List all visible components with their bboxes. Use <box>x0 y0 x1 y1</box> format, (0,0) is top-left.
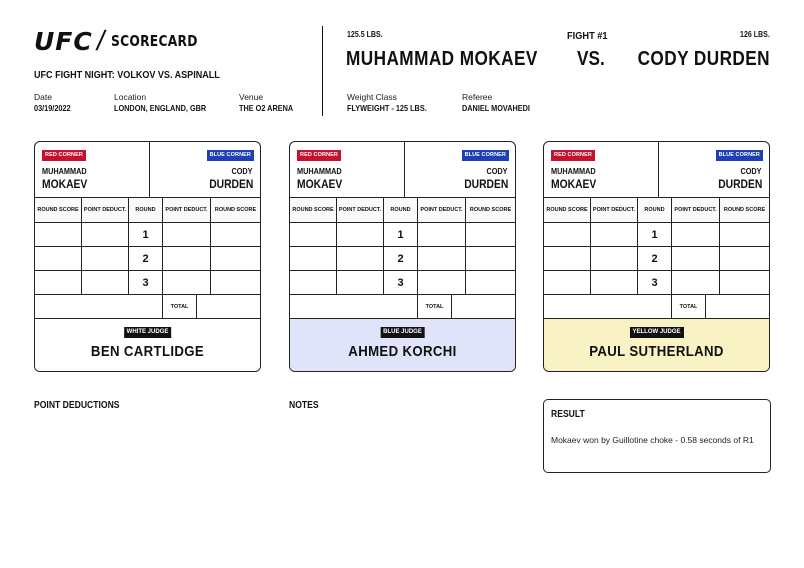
date-label: Date <box>34 92 52 102</box>
round-number: 1 <box>129 223 163 246</box>
blue-corner-first-name: CODY <box>740 166 762 176</box>
weight-class-label: Weight Class <box>347 92 397 102</box>
red-round-score-cell <box>290 271 337 294</box>
blue-point-deduct-cell <box>418 223 466 246</box>
round-number: 2 <box>638 247 672 270</box>
blue-point-deduct-cell <box>672 223 720 246</box>
weight-class-value: FLYWEIGHT - 125 LBS. <box>347 103 427 113</box>
scorecard-header <box>290 142 515 198</box>
red-total-cell <box>35 295 163 318</box>
total-label: TOTAL <box>163 295 197 318</box>
corner-divider <box>149 142 150 197</box>
red-point-deduct-header: POINT DEDUCT. <box>337 198 384 222</box>
logo-ufc-text: UFC <box>34 26 93 56</box>
round-row <box>290 247 515 271</box>
blue-point-deduct-header: POINT DEDUCT. <box>672 198 720 222</box>
blue-corner-first-name: CODY <box>486 166 508 176</box>
blue-point-deduct-header: POINT DEDUCT. <box>418 198 466 222</box>
result-heading: RESULT <box>551 409 585 420</box>
red-corner-last-name: MOKAEV <box>42 177 88 191</box>
red-corner-first-name: MUHAMMAD <box>42 166 87 176</box>
red-corner-last-name: MOKAEV <box>551 177 597 191</box>
round-row <box>544 223 769 247</box>
red-corner-tag: RED CORNER <box>297 150 341 161</box>
blue-round-score-cell <box>720 223 769 246</box>
red-point-deduct-cell <box>337 271 384 294</box>
blue-corner-tag: BLUE CORNER <box>207 150 254 161</box>
judge-area <box>544 319 769 371</box>
blue-round-score-cell <box>211 223 260 246</box>
round-row <box>544 271 769 295</box>
blue-corner-last-name: DURDEN <box>208 177 253 191</box>
blue-round-score-cell <box>211 271 260 294</box>
event-name: UFC FIGHT NIGHT: VOLKOV VS. ASPINALL <box>34 69 220 81</box>
scorecard-header <box>544 142 769 198</box>
logo-slash-divider: / <box>94 25 108 56</box>
red-point-deduct-header: POINT DEDUCT. <box>591 198 638 222</box>
round-number: 3 <box>638 271 672 294</box>
round-rows <box>35 223 260 295</box>
referee-value: DANIEL MOVAHEDI <box>462 103 530 113</box>
red-round-score-cell <box>544 247 591 270</box>
round-rows <box>290 223 515 295</box>
red-corner-last-name: MOKAEV <box>297 177 343 191</box>
red-point-deduct-cell <box>82 223 129 246</box>
red-point-deduct-cell <box>337 247 384 270</box>
round-rows <box>544 223 769 295</box>
notes-heading: NOTES <box>289 400 319 411</box>
red-round-score-cell <box>290 247 337 270</box>
red-corner-first-name: MUHAMMAD <box>551 166 596 176</box>
red-round-score-cell <box>544 223 591 246</box>
location-value: LONDON, ENGLAND, GBR <box>114 103 207 113</box>
blue-point-deduct-cell <box>672 271 720 294</box>
red-point-deduct-cell <box>82 271 129 294</box>
blue-corner-last-name: DURDEN <box>717 177 762 191</box>
corner-divider <box>404 142 405 197</box>
red-point-deduct-header: POINT DEDUCT. <box>82 198 129 222</box>
ufc-logo <box>34 26 216 56</box>
red-fighter-name: MUHAMMAD MOKAEV <box>346 48 538 70</box>
blue-round-score-cell <box>720 247 769 270</box>
judge-tag: WHITE JUDGE <box>124 327 172 338</box>
blue-round-score-cell <box>466 223 515 246</box>
red-round-score-cell <box>35 247 82 270</box>
red-point-deduct-cell <box>591 247 638 270</box>
result-text: Mokaev won by Guillotine choke - 0.58 seconds of R1 <box>551 435 754 445</box>
score-table-header <box>544 198 769 223</box>
red-point-deduct-cell <box>337 223 384 246</box>
red-round-score-cell <box>35 223 82 246</box>
header-divider <box>322 26 323 116</box>
red-total-cell <box>290 295 418 318</box>
blue-total-cell <box>197 295 260 318</box>
judge-tag: YELLOW JUDGE <box>629 327 683 338</box>
date-value: 03/19/2022 <box>34 103 71 113</box>
blue-round-score-header: ROUND SCORE <box>723 206 766 213</box>
blue-total-cell <box>452 295 515 318</box>
red-round-score-header: ROUND SCORE <box>544 198 591 222</box>
red-total-cell <box>544 295 672 318</box>
blue-fighter-name: CODY DURDEN <box>637 48 770 70</box>
total-label: TOTAL <box>672 295 706 318</box>
blue-round-score-cell <box>211 247 260 270</box>
blue-round-score-header: ROUND SCORE <box>214 206 257 213</box>
blue-point-deduct-cell <box>418 247 466 270</box>
judge-name: AHMED KORCHI <box>348 343 457 360</box>
judge-tag: BLUE JUDGE <box>380 327 425 338</box>
round-row <box>290 271 515 295</box>
total-row <box>290 295 515 319</box>
blue-fighter-weight: 126 LBS. <box>740 30 770 39</box>
blue-corner-tag: BLUE CORNER <box>716 150 763 161</box>
blue-round-score-cell <box>466 247 515 270</box>
round-row <box>35 271 260 295</box>
scorecard-yellow-judge <box>543 141 770 372</box>
judge-name: PAUL SUTHERLAND <box>589 343 724 360</box>
blue-point-deduct-cell <box>163 271 211 294</box>
judge-area <box>35 319 260 371</box>
round-number: 2 <box>129 247 163 270</box>
red-fighter-weight: 125.5 LBS. <box>347 30 383 39</box>
blue-point-deduct-cell <box>672 247 720 270</box>
blue-round-score-header: ROUND SCORE <box>469 206 512 213</box>
result-box <box>543 399 771 473</box>
red-round-score-header: ROUND SCORE <box>35 198 82 222</box>
fight-number: FIGHT #1 <box>567 30 608 42</box>
blue-point-deduct-cell <box>163 247 211 270</box>
round-header: ROUND <box>384 198 418 222</box>
total-row <box>35 295 260 319</box>
blue-corner-first-name: CODY <box>231 166 253 176</box>
red-point-deduct-cell <box>591 223 638 246</box>
scorecard-blue-judge <box>289 141 516 372</box>
red-point-deduct-cell <box>82 247 129 270</box>
red-corner-first-name: MUHAMMAD <box>297 166 342 176</box>
red-round-score-header: ROUND SCORE <box>290 198 337 222</box>
total-label: TOTAL <box>418 295 452 318</box>
judge-name: BEN CARTLIDGE <box>90 343 205 360</box>
round-number: 3 <box>129 271 163 294</box>
round-header: ROUND <box>638 198 672 222</box>
round-number: 1 <box>638 223 672 246</box>
round-number: 3 <box>384 271 418 294</box>
page-title: SCORECARD <box>110 32 198 50</box>
blue-corner-last-name: DURDEN <box>463 177 508 191</box>
blue-point-deduct-cell <box>418 271 466 294</box>
corner-divider <box>658 142 659 197</box>
round-number: 1 <box>384 223 418 246</box>
red-corner-tag: RED CORNER <box>42 150 86 161</box>
blue-round-score-cell <box>720 271 769 294</box>
score-table-header <box>290 198 515 223</box>
round-row <box>290 223 515 247</box>
round-number: 2 <box>384 247 418 270</box>
scorecard-header <box>35 142 260 198</box>
round-header: ROUND <box>129 198 163 222</box>
blue-point-deduct-header: POINT DEDUCT. <box>163 198 211 222</box>
versus-label: VS. <box>577 48 605 70</box>
red-corner-tag: RED CORNER <box>551 150 595 161</box>
red-round-score-cell <box>35 271 82 294</box>
referee-label: Referee <box>462 92 493 102</box>
total-row <box>544 295 769 319</box>
blue-corner-tag: BLUE CORNER <box>462 150 509 161</box>
red-round-score-cell <box>290 223 337 246</box>
score-table-header <box>35 198 260 223</box>
blue-total-cell <box>706 295 769 318</box>
location-label: Location <box>114 92 147 102</box>
judge-area <box>290 319 515 371</box>
round-row <box>35 247 260 271</box>
red-point-deduct-cell <box>591 271 638 294</box>
venue-value: THE O2 ARENA <box>239 103 294 113</box>
venue-label: Venue <box>239 92 264 102</box>
scorecard-white-judge <box>34 141 261 372</box>
point-deductions-heading: POINT DEDUCTIONS <box>34 400 120 411</box>
round-row <box>35 223 260 247</box>
red-round-score-cell <box>544 271 591 294</box>
blue-point-deduct-cell <box>163 223 211 246</box>
round-row <box>544 247 769 271</box>
blue-round-score-cell <box>466 271 515 294</box>
